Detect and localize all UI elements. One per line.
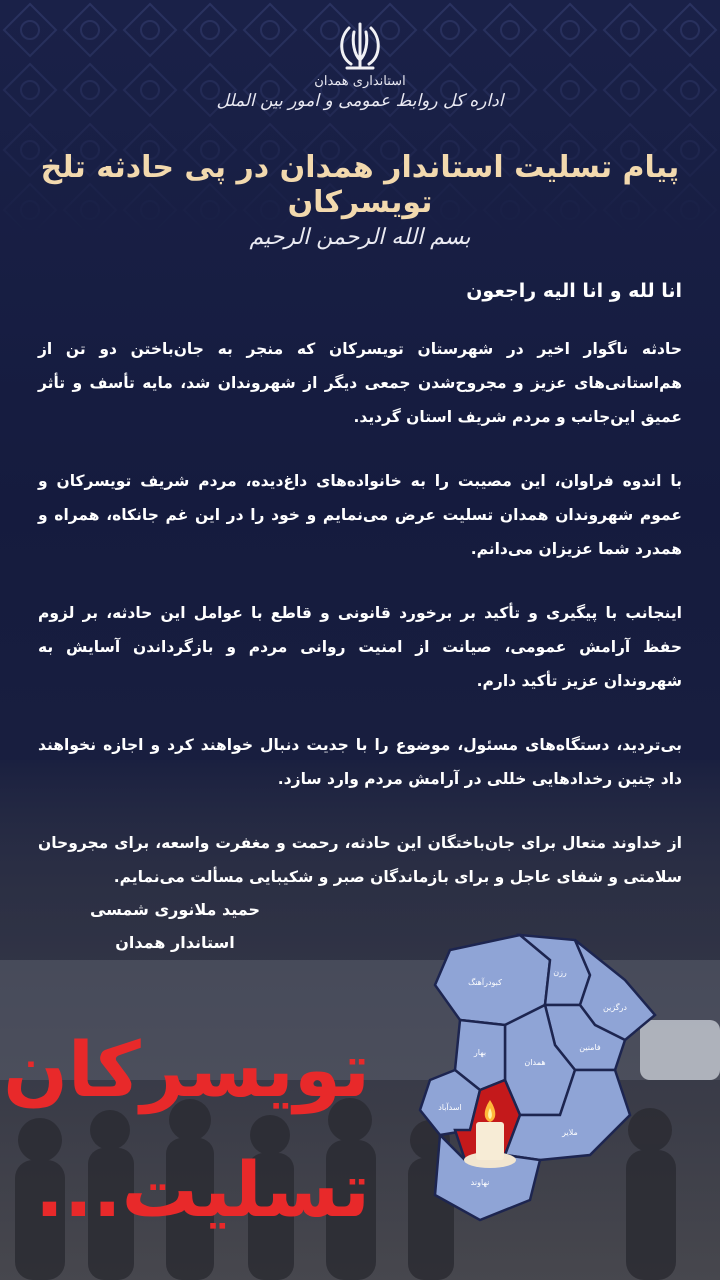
message-paragraph: با اندوه فراوان، این مصیبت را به خانواده‌های داغ‌دیده، مردم شریف تویسرکان و عموم شهروندان همدان تسلیت عرض می‌نمایم و خود را در این غم جانکاه، همراه و همدرد شما عزیزان می‌دانم. [38, 472, 682, 558]
map-label: ملایر [562, 1128, 578, 1137]
message-paragraph: بی‌تردید، دستگاه‌های مسئول، موضوع را با جدیت دنبال خواهند کرد و اجازه نخواهند داد چنین رخدادهایی خللی در آرامش مردم وارد سازد. [38, 736, 682, 788]
signature-title: استاندار همدان [115, 933, 235, 952]
message-paragraph: اینجانب با پیگیری و تأکید بر برخورد قانونی و قاطع با عوامل این حادثه، بر لزوم حفظ آرامش عمومی، صیانت از امنیت روانی مردم و بازگرداندن آسایش به شهروندان عزیز تأکید دارم. [38, 604, 682, 690]
header [0, 20, 720, 111]
message-paragraph: از خداوند متعال برای جان‌باختگان این حادثه، رحمت و مغفرت واسعه، برای مجروحان سلامتی و شفای عاجل و برای بازماندگان صبر و شکیبایی مسألت می‌نمایم. [38, 834, 682, 886]
message-paragraph: حادثه ناگوار اخیر در شهرستان تویسرکان که منجر به جان‌باختن دو تن از هم‌استانی‌های عزیز و مجروح‌شدن جمعی دیگر از شهروندان شد، مایه تأسف و تأثر عمیق این‌جانب و مردم شریف استان گردید. [38, 340, 682, 426]
map-label: اسدآباد [438, 1103, 462, 1112]
iran-emblem-icon [335, 20, 385, 72]
signature-name: حمید ملانوری شمسی [89, 900, 261, 919]
map-label: بهار [473, 1048, 487, 1057]
map-label: رزن [553, 968, 567, 977]
org-line-department: اداره کل روابط عمومی و امور بین الملل [216, 91, 504, 111]
bismillah: بسم الله الرحمن الرحیم [249, 225, 471, 250]
map-label: نهاوند [470, 1178, 490, 1187]
map-label: کبودرآهنگ [468, 978, 502, 987]
message-heading: انا لله و انا الیه راجعون [466, 280, 682, 302]
map-label: درگزین [603, 1003, 627, 1012]
page-title: پیام تسلیت استاندار همدان در پی حادثه تلخ تویسرکان [40, 150, 680, 220]
hamedan-province-map [410, 930, 680, 1230]
org-line-province: استانداری همدان [314, 74, 406, 89]
map-label: همدان [524, 1058, 546, 1067]
overlay-condolence-text: تسلیت... [35, 1145, 370, 1234]
message-body [38, 280, 682, 924]
signature [60, 900, 290, 952]
map-label: فامنین [579, 1043, 601, 1052]
overlay-city-text: تویسرکان [3, 1025, 370, 1114]
